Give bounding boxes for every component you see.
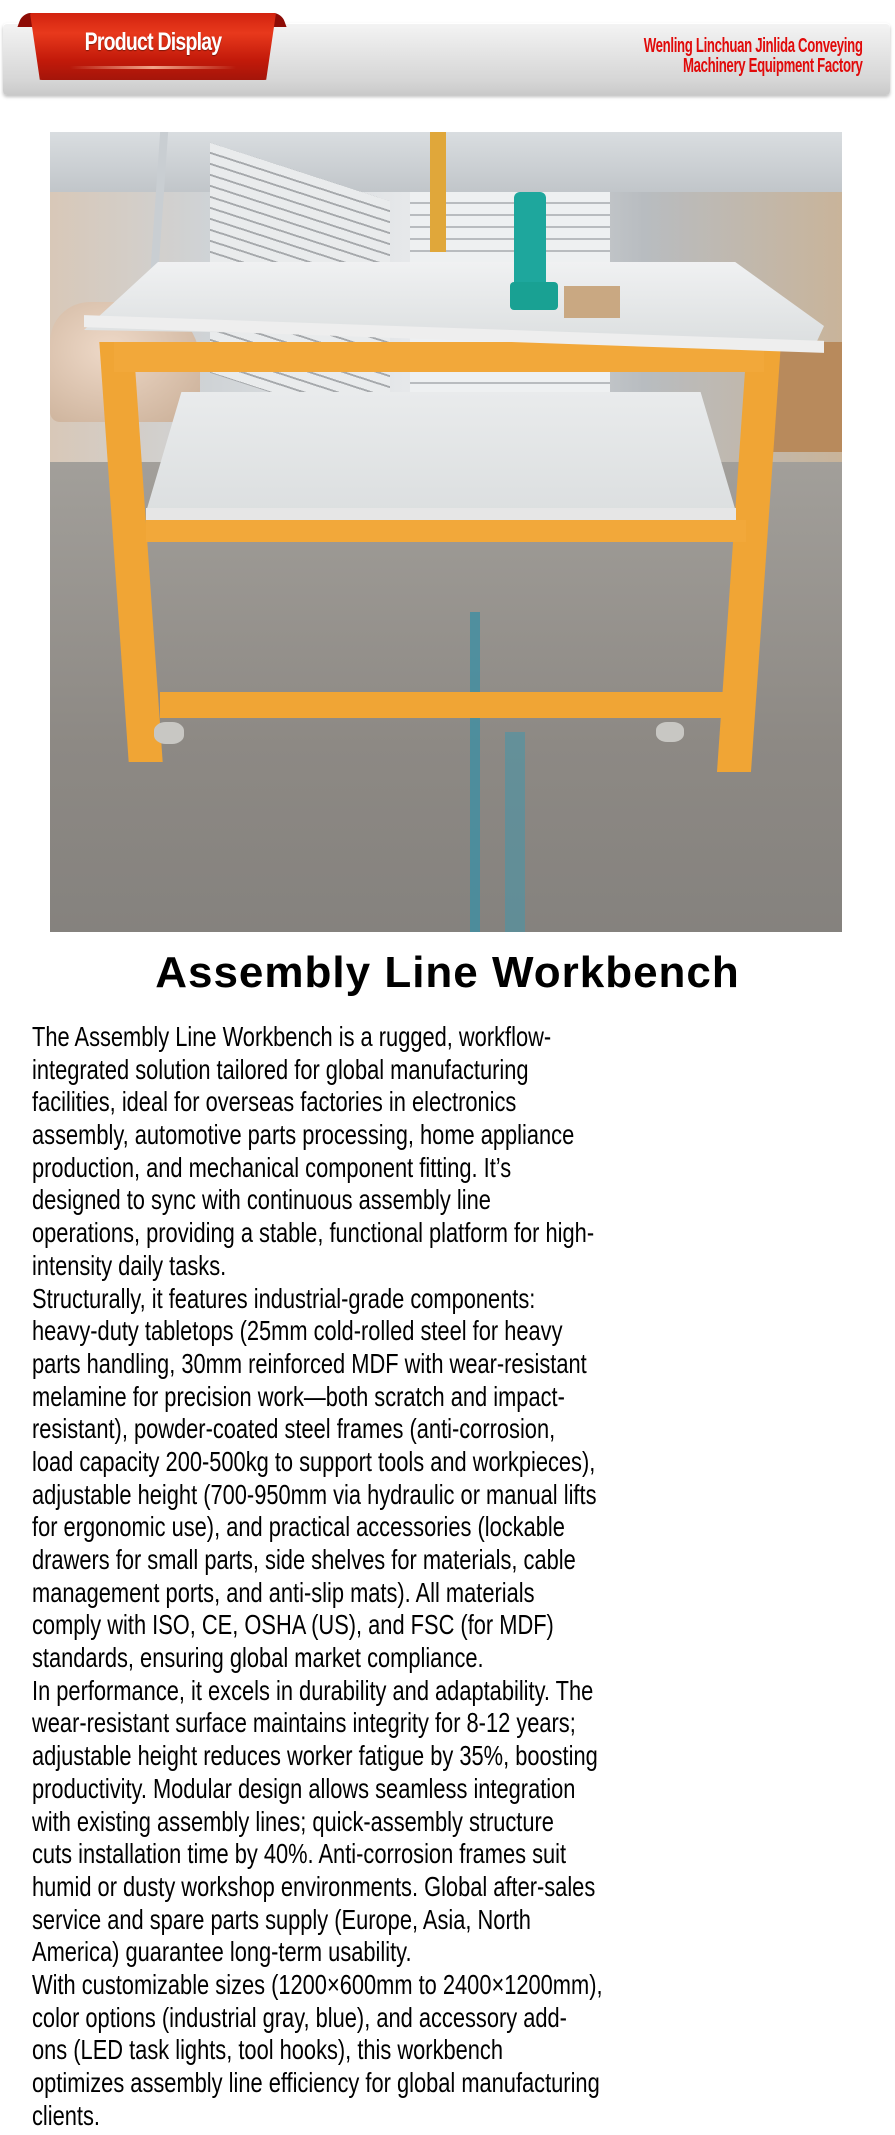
description-line: ons (LED task lights, tool hooks), this workbench [32, 2034, 503, 2066]
description-line: drawers for small parts, side shelves for materials, cable [32, 1544, 576, 1575]
description-line: facilities, ideal for overseas factories in electronics [32, 1086, 517, 1118]
description-line: wear-resistant surface maintains integrity for 8-12 years; [32, 1707, 576, 1739]
description-line: for ergonomic use), and practical accessories (lockable [32, 1511, 565, 1543]
description-line: load capacity 200-500kg to support tools and workpieces), [32, 1445, 596, 1477]
description-line: operations, providing a stable, functional platform for high- [32, 1217, 595, 1249]
company-name [644, 36, 863, 76]
description-line: productivity. Modular design allows seamless integration [32, 1772, 576, 1804]
description-line: color options (industrial gray, blue), and accessory add- [32, 2001, 567, 2033]
description-line: optimizes assembly line efficiency for global manufacturing [32, 2067, 600, 2098]
description-line: resistant), powder-coated steel frames (anti-corrosion, [32, 1413, 556, 1445]
description-line: heavy-duty tabletops (25mm cold-rolled steel for heavy [32, 1315, 563, 1347]
product-photo [50, 132, 842, 932]
workbench-frame-mid [146, 520, 746, 542]
small-carton [564, 286, 620, 318]
description-line: comply with ISO, CE, OSHA (US), and FSC (for MDF) [32, 1609, 554, 1641]
description-line: adjustable height (700-950mm via hydraulic or manual lifts [32, 1478, 597, 1510]
product-description [32, 1021, 895, 2132]
photo-floor-stripe [470, 612, 480, 932]
description-line: Structurally, it features industrial-grade components: [32, 1282, 536, 1314]
description-line: clients. [32, 2099, 100, 2131]
description-line: management ports, and anti-slip mats). All materials [32, 1576, 535, 1608]
ribbon-highlight [70, 66, 236, 69]
workbench-lower-shelf [146, 392, 736, 512]
description-line: cuts installation time by 40%. Anti-corrosion frames suit [32, 1838, 567, 1870]
description-line: melamine for precision work—both scratch and impact- [32, 1380, 565, 1412]
drill-battery [510, 282, 558, 310]
description-line: intensity daily tasks. [32, 1249, 227, 1281]
photo-floor-stripe [505, 732, 525, 932]
description-line: The Assembly Line Workbench is a rugged, workflow- [32, 1021, 552, 1052]
section-label: Product Display [84, 28, 222, 56]
description-line: parts handling, 30mm reinforced MDF with wear-resistant [32, 1347, 587, 1379]
description-line: production, and mechanical component fitting. It’s [32, 1151, 512, 1183]
description-line: adjustable height reduces worker fatigue by 35%, boosting [32, 1740, 598, 1772]
product-display-banner [0, 0, 895, 110]
description-line: With customizable sizes (1200×600mm to 2400×1200mm), [32, 1968, 603, 2000]
description-line: integrated solution tailored for global manufacturing [32, 1053, 529, 1085]
workbench-foot-left [154, 722, 184, 744]
workbench-frame-bottom [160, 692, 740, 718]
company-name-line-2: Machinery Equipment Factory [683, 55, 863, 77]
workbench-shelf-edge [146, 508, 736, 520]
description-line: with existing assembly lines; quick-assembly structure [32, 1805, 554, 1837]
description-line: In performance, it excels in durability and adaptability. The [32, 1674, 594, 1706]
description-line: service and spare parts supply (Europe, Asia, North [32, 1903, 531, 1935]
description-line: assembly, automotive parts processing, home appliance [32, 1119, 575, 1151]
workbench-foot-right [656, 722, 684, 742]
photo-pillar [430, 132, 446, 252]
company-name-line-1: Wenling Linchuan Jinlida Conveying [644, 35, 863, 57]
description-line: standards, ensuring global market compliance. [32, 1642, 484, 1674]
drill-icon [514, 192, 546, 292]
description-line: designed to sync with continuous assembly line [32, 1184, 491, 1216]
description-line: humid or dusty workshop environments. Global after-sales [32, 1870, 596, 1902]
product-title: Assembly Line Workbench [155, 948, 740, 997]
description-line: America) guarantee long-term usability. [32, 1936, 412, 1968]
